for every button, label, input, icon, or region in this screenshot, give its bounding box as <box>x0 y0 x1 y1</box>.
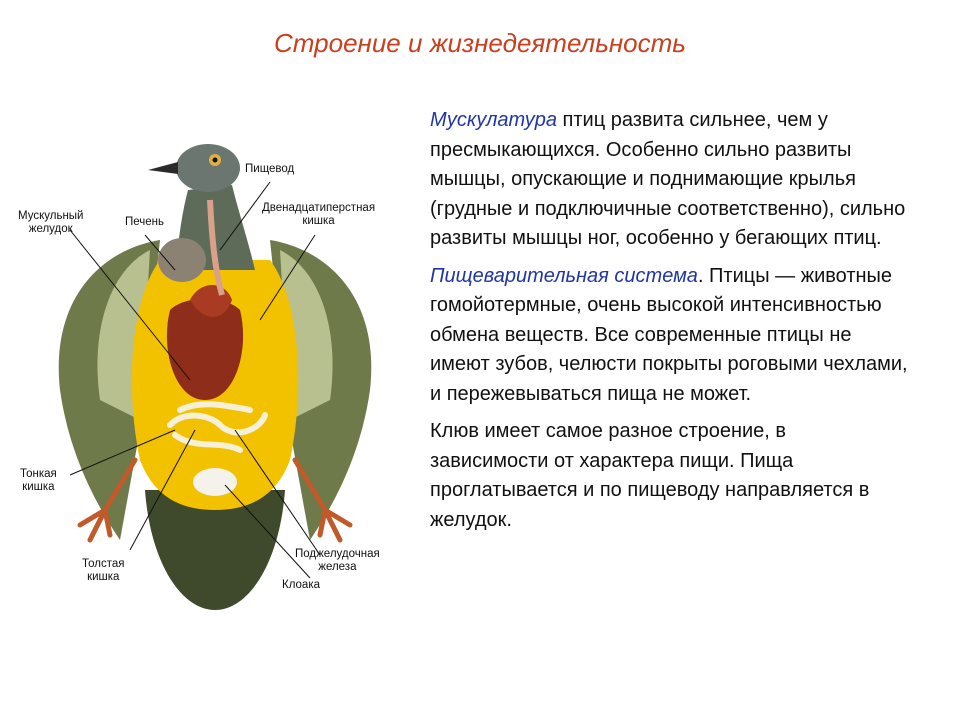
label-large-intestine-line1: Толстая <box>82 558 125 570</box>
label-duodenum <box>262 202 375 228</box>
label-cloaca: Клоака <box>282 579 321 591</box>
label-pancreas-line2: железа <box>318 561 357 573</box>
label-small-intestine-line1: Тонкая <box>20 468 57 480</box>
label-liver: Печень <box>125 216 165 228</box>
pigeon-anatomy-illustration <box>10 130 410 630</box>
label-gizzard-line2: желудок <box>28 223 73 235</box>
paragraph-musculature <box>430 106 910 254</box>
paragraph-digestive-system-text: . Птицы — животные гомойотермные, очень высокой интенсивностью обмена веществ. Все современные птицы не имеют зубов, челюсти покрыты роговыми чехлами, и пережевываться пища не может. <box>430 264 908 405</box>
body-text <box>430 106 910 543</box>
label-small-intestine-line2: кишка <box>22 481 55 493</box>
label-large-intestine-line2: кишка <box>87 571 120 583</box>
head <box>176 144 240 192</box>
paragraph-beak: Клюв имеет самое разное строение, в зависимости от характера пищи. Пища проглатывается и по пищеводу направляется в желудок. <box>430 420 870 531</box>
term-digestive-system: Пищеварительная система <box>430 264 698 287</box>
label-duodenum-line2: кишка <box>302 215 335 227</box>
beak <box>148 162 178 174</box>
slide-title: Строение и жизнедеятельность <box>274 28 686 58</box>
label-esophagus: Пищевод <box>245 163 295 175</box>
pupil <box>213 158 218 163</box>
paragraph-musculature-text: птиц развита сильнее, чем у пресмыкающихся. Особенно сильно развиты мышцы, опускающие и поднимающие крылья (грудные и подключичные соответственно), сильно развиты мышцы ног, особенно у бегающих птиц. <box>430 109 906 249</box>
label-large-intestine <box>82 558 125 584</box>
gizzard <box>158 238 206 282</box>
label-gizzard-line1: Мускульный <box>18 210 84 222</box>
label-pancreas-line1: Поджелудочная <box>295 548 380 560</box>
label-pancreas <box>295 548 380 574</box>
belly-white <box>193 468 237 496</box>
term-musculature: Мускулатура <box>430 109 557 131</box>
label-small-intestine <box>20 468 57 494</box>
label-duodenum-line1: Двенадцатиперстная <box>262 202 376 214</box>
label-gizzard <box>18 210 83 236</box>
paragraph-digestive-system <box>430 262 910 410</box>
